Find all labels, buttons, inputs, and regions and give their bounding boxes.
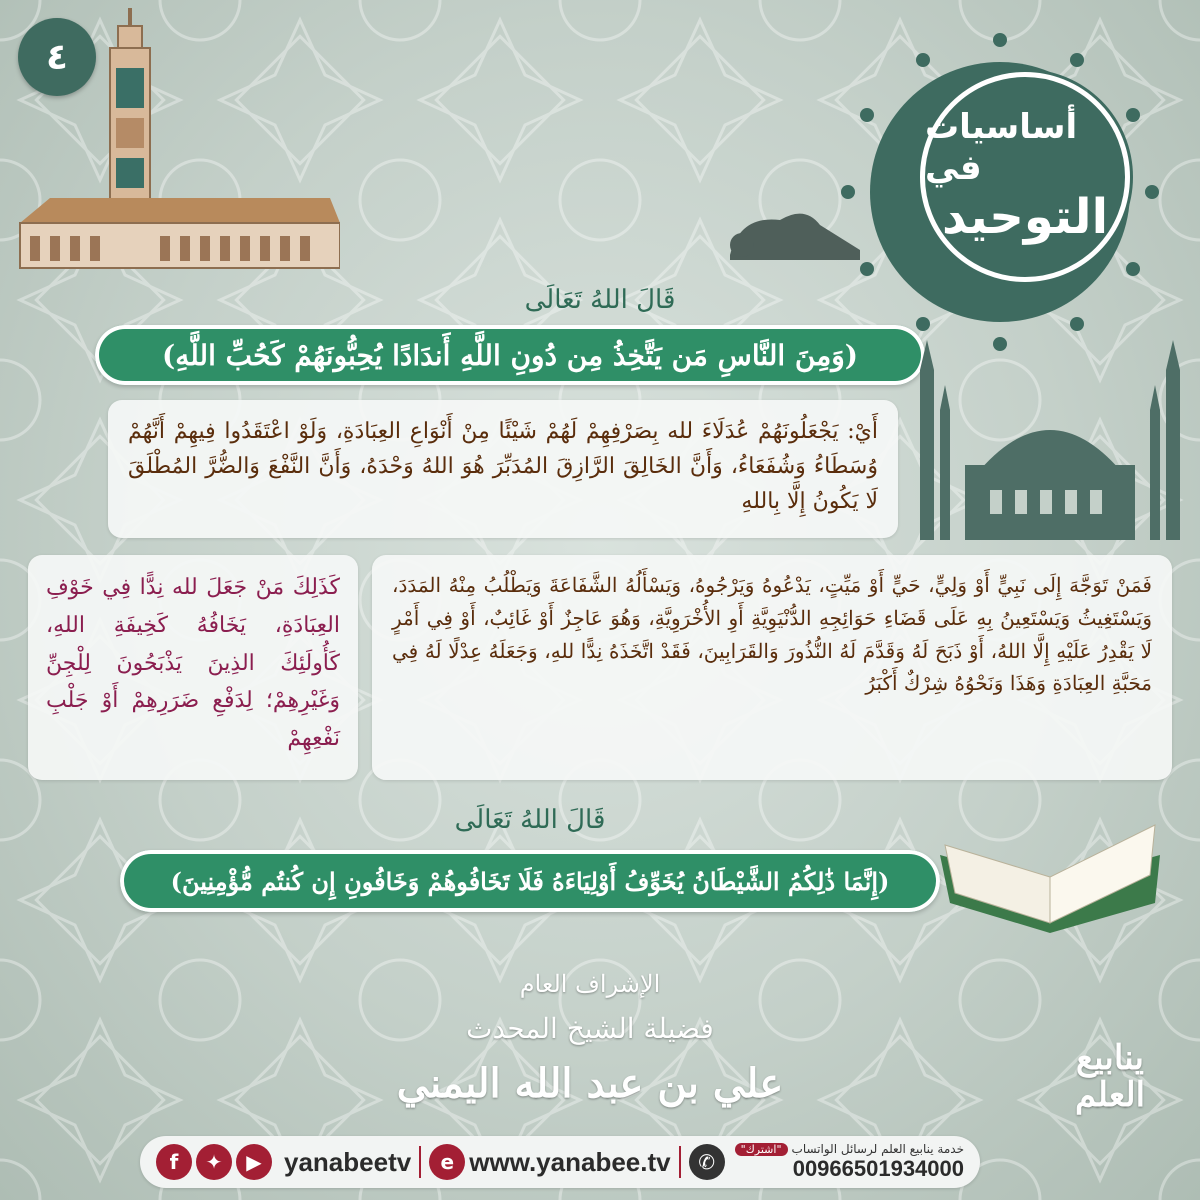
quote-heading-2: قَالَ اللهُ تَعَالَى [454,805,606,835]
whatsapp-number[interactable]: 00966501934000 [792,1156,964,1181]
title-emblem [790,22,1190,322]
footer-divider [419,1146,421,1178]
supervisor-title: فضيلة الشيخ المحدث [466,1012,714,1045]
brand-logo: ينابيع العلم [1074,1038,1146,1116]
mosque-silhouette [910,340,1190,540]
supervisor-name: علي بن عبد الله اليمني [396,1060,784,1107]
subscribe-badge[interactable]: "اشترك" [735,1143,788,1156]
open-book-illustration [930,815,1170,935]
website-url[interactable]: www.yanabee.tv [469,1146,671,1177]
social-handle[interactable]: yanabeetv [284,1146,412,1177]
whatsapp-icon: ✆ [689,1144,725,1180]
twitter-icon[interactable]: ✦ [196,1144,232,1180]
explanation-card: أَيْ: يَجْعَلُونَهُمْ عُدَلَاءَ لله بِصَرْفِهِمْ لَهُمْ شَيْئًا مِنْ أَنْوَاعِ العِبَادَةِ، وَلَوْ اعْتَقَدُوا فِيهِمْ أَنَّهُمْ وُسَطَاءُ وَشُفَعَاءُ، وَأَنَّ الخَالِقَ الرَّازِقَ المُدَبِّرَ هُوَ اللهُ وَحْدَهُ، وَأَنَّ النَّفْعَ وَالضُّرَّ المُطْلَقَ لَا يَكُونُ إِلَّا بِاللهِ [108,400,898,538]
web-e-icon: e [429,1144,465,1180]
youtube-icon[interactable]: ▶ [236,1144,272,1180]
title-line-1: أساسيات في [925,107,1078,189]
footer-divider [679,1146,681,1178]
social-links [156,1144,411,1180]
footer-bar [140,1136,980,1188]
supervision-label: الإشراف العام [519,970,661,998]
website-link[interactable] [429,1144,670,1180]
verse-pill-1: (وَمِنَ النَّاسِ مَن يَتَّخِذُ مِن دُونِ اللَّهِ أَندَادًا يُحِبُّونَهُمْ كَحُبِّ اللَّهِ) [95,325,925,385]
shirk-explanation-card: فَمَنْ تَوَجَّهَ إِلَى نَبِيٍّ أَوْ وَلِيٍّ، حَيٍّ أَوْ مَيِّتٍ، يَدْعُوهُ وَيَرْجُوهُ، وَيَسْأَلُهُ الشَّفَاعَةَ وَيَطْلُبُ مِنْهُ المَدَدَ، وَيَسْتَغِيثُ وَيَسْتَعِينُ بِهِ عَلَى قَضَاءِ حَوَائِجِهِ الدُّنْيَوِيَّةِ أَوِ الأُخْرَوِيَّةِ، وَهُوَ عَاجِزٌ أَوْ غَائِبٌ، أَوْ فِي أَمْرٍ لَا يَقْدِرُ عَلَيْهِ إِلَّا اللهُ، أَوْ ذَبَحَ لَهُ وَقَدَّمَ لَهُ النُّذُورَ وَالقَرَابِينَ، فَقَدْ اتَّخَذَهُ نِدًّا للهِ، وَجَعَلَهُ عِدْلًا لَهُ فِي مَحَبَّةِ العِبَادَةِ وَهَذَا وَنَحْوُهُ شِرْكٌ أَكْبَرُ [372,555,1172,780]
quote-heading-1: قَالَ اللهُ تَعَالَى [524,285,676,315]
verse-pill-2: (إِنَّمَا ذَٰلِكُمُ الشَّيْطَانُ يُخَوِّفُ أَوْلِيَاءَهُ فَلَا تَخَافُوهُمْ وَخَافُونِ إِن كُنتُم مُّؤْمِنِينَ) [120,850,940,912]
mosque-illustration [10,8,340,270]
facebook-icon[interactable]: f [156,1144,192,1180]
title-line-2: التوحيد [941,189,1109,245]
fear-worship-card: كَذَلِكَ مَنْ جَعَلَ لله نِدًّا فِي خَوْفِ العِبَادَةِ، يَخَافُهُ كَخِيفَةِ اللهِ، كَأُولَئِكَ الذِينَ يَذْبَحُونَ لِلْجِنِّ وَغَيْرِهِمْ؛ لِدَفْعِ ضَرَرِهِمْ أَوْ جَلْبِ نَفْعِهِمْ [28,555,358,780]
whatsapp-service-label: خدمة ينابيع العلم لرسائل الواتساب [791,1142,964,1156]
title-circle [920,72,1130,282]
whatsapp-service-row [735,1142,964,1156]
whatsapp-link[interactable] [689,1142,964,1182]
page-number-badge: ٤ [18,18,96,96]
